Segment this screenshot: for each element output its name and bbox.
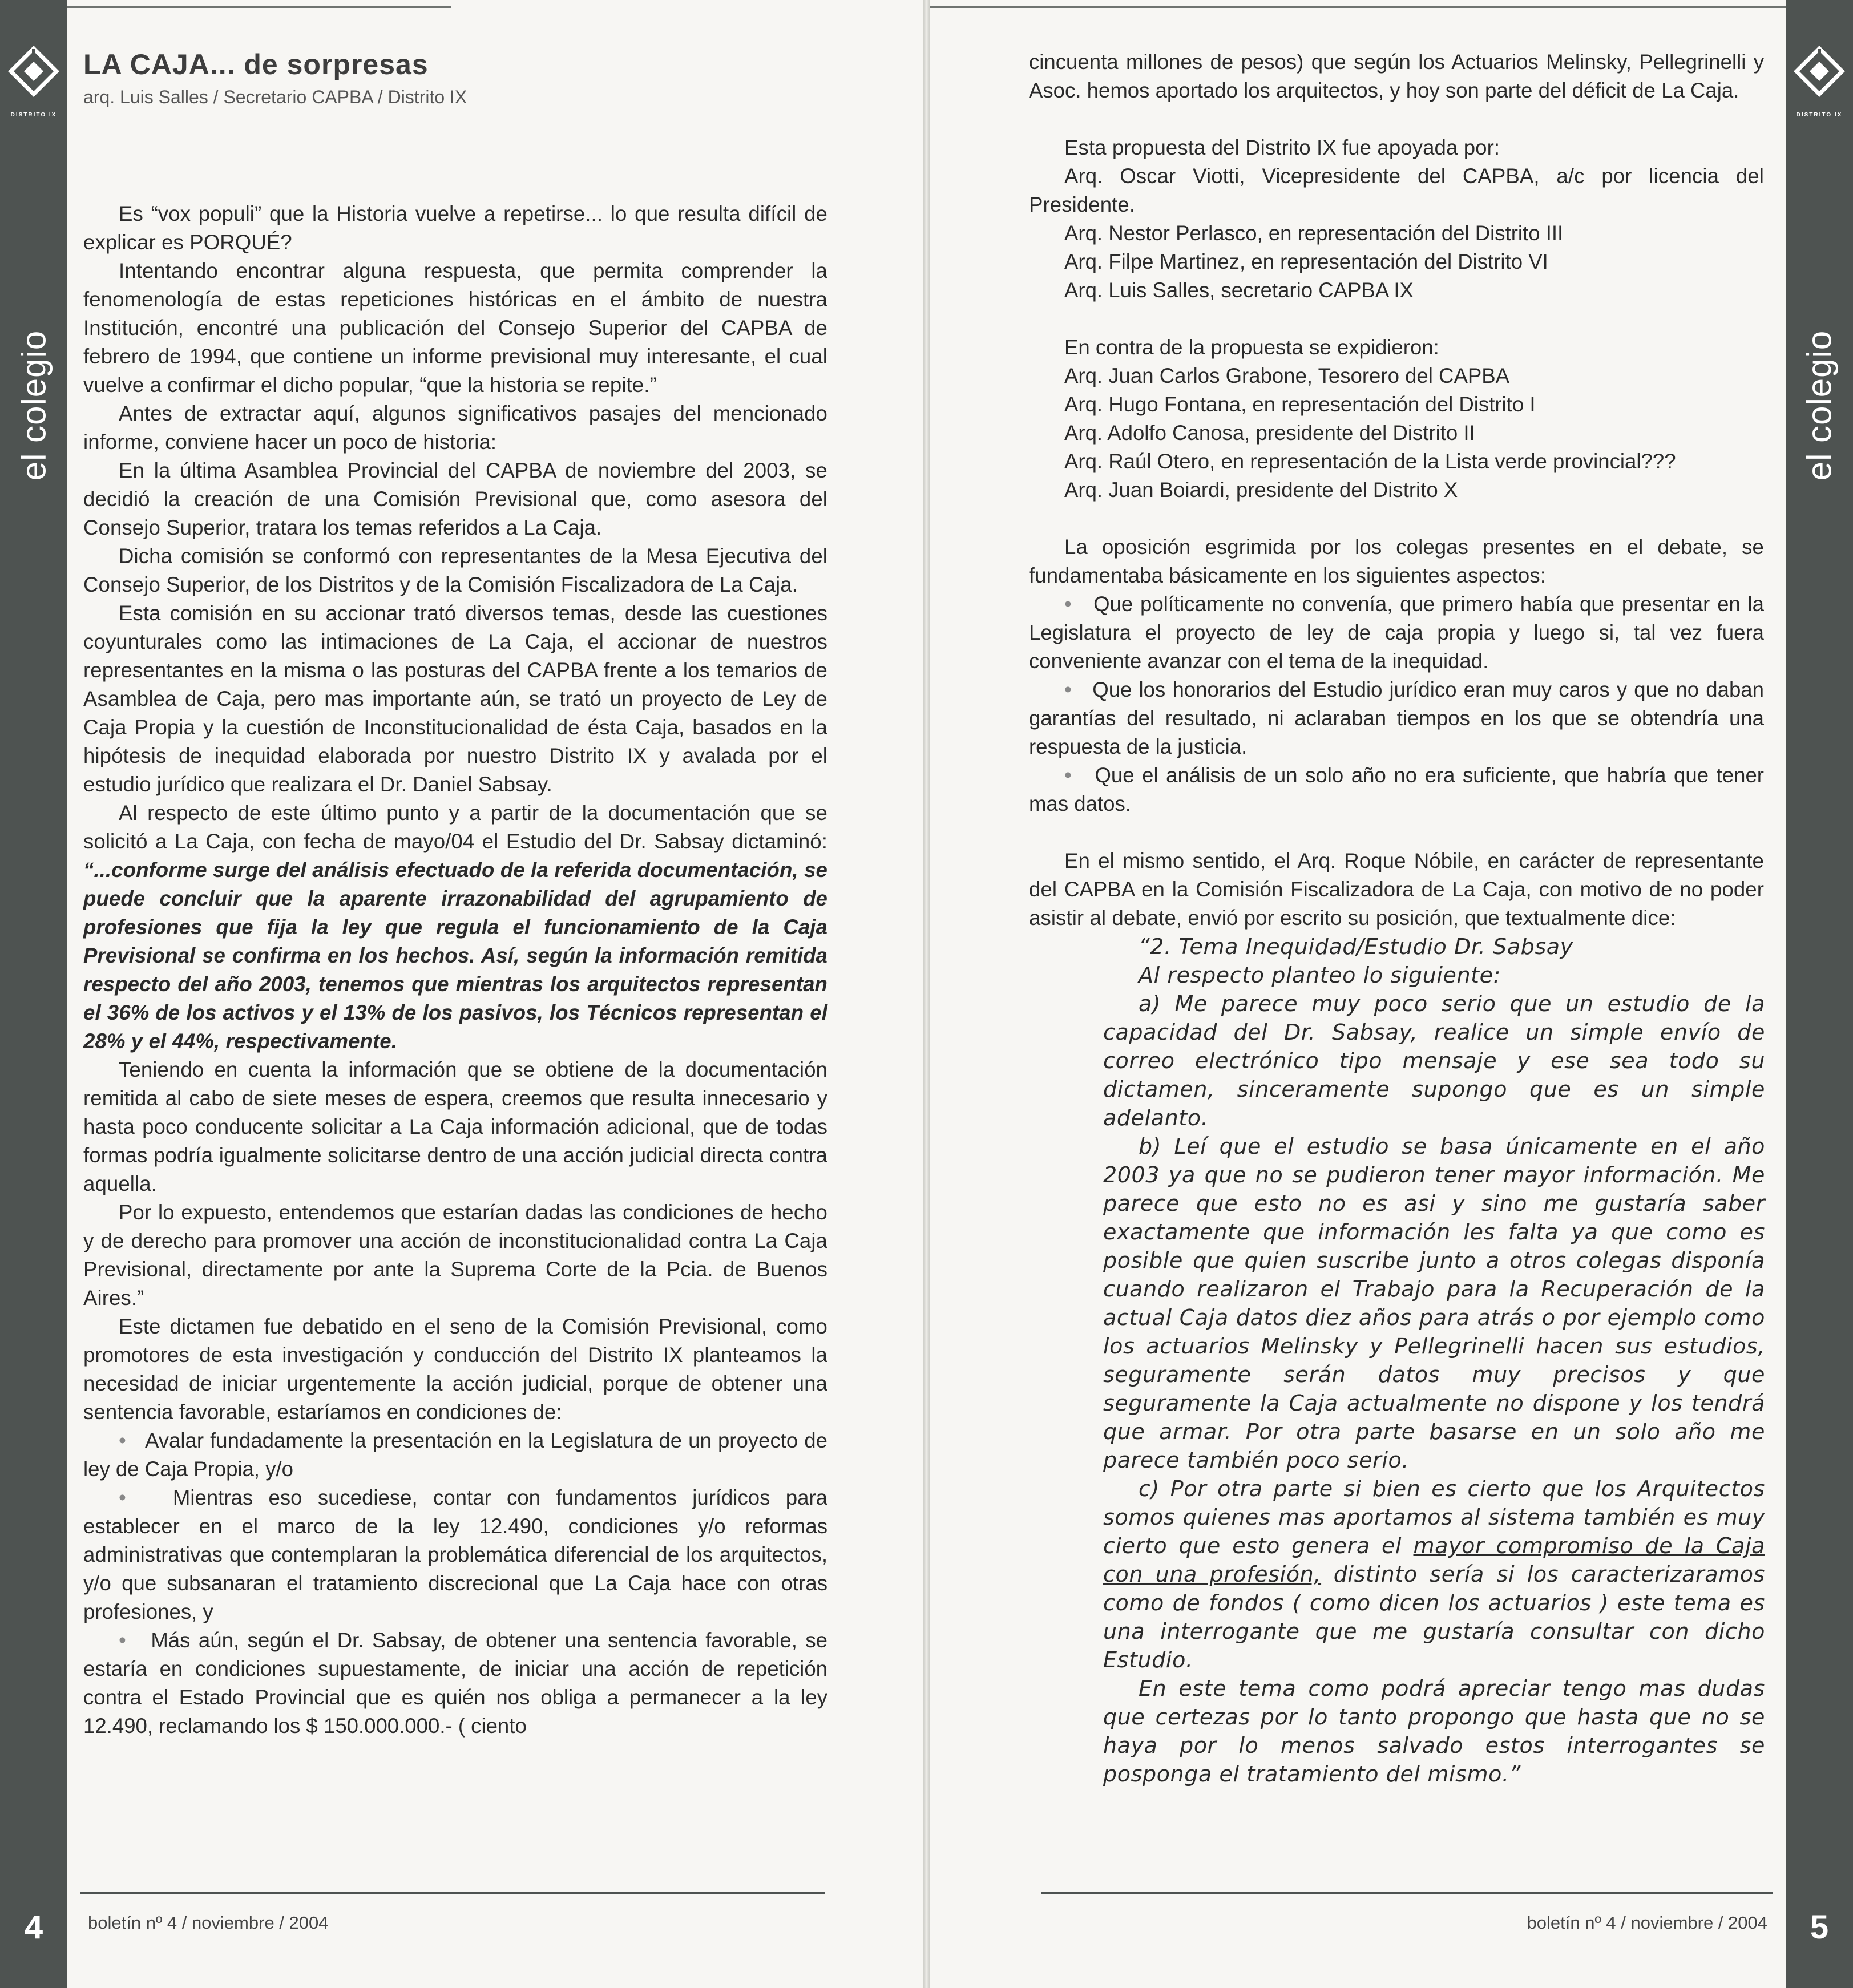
section-label: el colegio [14, 330, 53, 480]
article-byline: arq. Luis Salles / Secretario CAPBA / Distrito IX [83, 87, 467, 107]
bullet-item: • Más aún, según el Dr. Sabsay, de obtener una sentencia favorable, se estaría en condiciones supuestamente, de iniciar una acción de repetición contra el Estado Provincial que es quién nos obliga a permanecer a la ley 12.490, reclamando los $ 150.000.000.- ( ciento [83, 1629, 827, 1738]
right-page [930, 0, 1853, 1988]
support-item: Arq. Oscar Viotti, Vicepresidente del CAPBA, a/c por licencia del Presidente. [1029, 164, 1764, 216]
bullet-icon: • [1064, 763, 1072, 787]
bullet-icon: • [1064, 678, 1072, 701]
nobile-quote [1103, 932, 1765, 1788]
article-title: LA CAJA... de sorpresas [83, 49, 429, 80]
logo-text: DISTRITO IX [10, 112, 57, 118]
against-item: Arq. Hugo Fontana, en representación del Distrito I [1064, 393, 1536, 416]
paragraph: Teniendo en cuenta la información que se obtiene de la documentación remitida al cabo de siete meses de espera, creemos que resulta innecesario y hasta poco conducente solicitar a La Caja información adicional, que de todas formas podría igualmente solicitarse dentro de una acción judicial directa contra aquella. [83, 1058, 827, 1195]
against-item: Arq. Juan Boiardi, presidente del Distrito X [1064, 478, 1458, 502]
paragraph: En el mismo sentido, el Arq. Roque Nóbile, en carácter de representante del CAPBA en la Comisión Fiscalizadora de La Caja, con motivo de no poder asistir al debate, envió por escrito su posición, que textualmente dice: [1029, 849, 1764, 930]
quote-intro: Al respecto planteo lo siguiente: [1139, 963, 1501, 988]
book-spine [923, 0, 930, 1988]
support-intro: Esta propuesta del Distrito IX fue apoyada por: [1064, 136, 1500, 159]
paragraph: Este dictamen fue debatido en el seno de la Comisión Previsional, como promotores de esta investigación y conducción del Distrito IX planteamos la necesidad de iniciar urgentemente la acción judicial, porque de obtener una sentencia favorable, estaríamos en condiciones de: [83, 1315, 827, 1424]
quote-intro: Al respecto de este último punto y a partir de la documentación que se solicitó a La Caja, con fecha de mayo/04 el Estudio del Dr. Sabsay dictaminó: [83, 801, 827, 853]
against-item: Arq. Raúl Otero, en representación de la Lista verde provincial??? [1064, 450, 1676, 473]
bullet-icon: • [119, 1429, 126, 1452]
paragraph: cincuenta millones de pesos) que según los Actuarios Melinsky, Pellegrinelli y Asoc. hemos aportado los arquitectos, y hoy son parte del déficit de La Caja. [1029, 50, 1764, 102]
paragraph: Esta comisión en su accionar trató diversos temas, desde las cuestiones coyunturales como las intimaciones de La Caja, el accionar de nuestros representantes en la misma o las posturas del CAPBA frente a los temarios de Asamblea de Caja, pero mas importante aún, se trató un proyecto de Ley de Caja Propia y la cuestión de Inconstitucionalidad de ésta Caja, basados en la hipótesis de inequidad elaborada por nuestro Distrito IX y avalada por el estudio jurídico que realizara el Dr. Daniel Sabsay. [83, 601, 827, 796]
right-column [1029, 48, 1764, 1788]
bullet-icon: • [1064, 592, 1072, 616]
paragraph: Intentando encontrar alguna respuesta, que permita comprender la fenomenología de estas repeticiones históricas en el ámbito de nuestra Institución, encontré una publicación del Consejo Superior del CAPBA de febrero de 1994, que contiene un informe previsional muy interesante, el cual vuelve a confirmar el dicho popular, “que la historia se repite.” [83, 259, 827, 397]
logo-text: DISTRITO IX [1796, 112, 1843, 118]
support-item: Arq. Nestor Perlasco, en representación del Distrito III [1064, 221, 1564, 245]
paragraph: En la última Asamblea Provincial del CAPBA de noviembre del 2003, se decidió la creación de una Comisión Previsional que, como asesora del Consejo Superior, tratara los temas referidos a La Caja. [83, 459, 827, 539]
paragraph: La oposición esgrimida por los colegas presentes en el debate, se fundamentaba básicamente en los siguientes aspectos: [1029, 535, 1764, 587]
quote-closing: En este tema como podrá apreciar tengo mas dudas que certezas por lo tanto propongo que hasta que no se haya por lo menos salvado estos interrogantes se posponga el tratamiento del mismo.” [1103, 1676, 1765, 1787]
support-item: Arq. Filpe Martinez, en representación del Distrito VI [1064, 250, 1548, 273]
top-rule [930, 6, 1797, 8]
paragraph-with-quote [83, 799, 827, 1056]
top-rule [0, 6, 451, 8]
against-item: Arq. Adolfo Canosa, presidente del Distrito II [1064, 421, 1475, 445]
quote-item-b: b) Leí que el estudio se basa únicamente en el año 2003 ya que no se pudieron tener mayor información. Me parece que esto no es asi y sino me gustaría saber exactamente que información les falta ya que como es posible que quien suscribe junto a otros colegas disponía cuando realizaron el Trabajo para la Recuperación de la actual Caja datos diez años para atrás o por ejemplo como los actuarios Melinsky y Pellegrinelli hacen sus estudios, seguramente serán datos muy precisos y que seguramente la Caja actualmente no dispone y los tendrá que armar. Por otra parte basarse en un solo año me parece también poco serio. [1103, 1134, 1765, 1473]
bullet-item: • Que los honorarios del Estudio jurídico eran muy caros y que no daban garantías del resultado, ni aclaraban tiempos en los que se obtendría una respuesta de la justicia. [1029, 678, 1764, 758]
against-item: Arq. Juan Carlos Grabone, Tesorero del CAPBA [1064, 364, 1510, 387]
section-label: el colegio [1800, 330, 1839, 480]
bullet-icon: • [119, 1486, 126, 1509]
right-sidebar [1786, 0, 1853, 1988]
sabsay-quote: “...conforme surge del análisis efectuado de la referida documentación, se puede concluir que la aparente irrazonabilidad del agrupamiento de profesiones que fija la ley que regula el funcionamiento de la Caja Previsional se confirma en los hechos. Así, según la información remitida respecto del año 2003, tenemos que mientras los arquitectos representan el 36% de los activos y el 13% de los pasivos, los Técnicos representan el 28% y el 44%, respectivamente. [83, 858, 827, 1053]
page-number: 5 [1810, 1909, 1829, 1946]
footer-text: boletín nº 4 / noviembre / 2004 [1527, 1913, 1767, 1933]
footer-rule [1041, 1892, 1773, 1894]
paragraph: Dicha comisión se conformó con representantes de la Mesa Ejecutiva del Consejo Superior, de los Distritos y de la Comisión Fiscalizadora de La Caja. [83, 544, 827, 596]
footer-text: boletín nº 4 / noviembre / 2004 [88, 1913, 329, 1933]
paragraph: Es “vox populi” que la Historia vuelve a repetirse... lo que resulta difícil de explicar es PORQUÉ? [83, 202, 827, 254]
distrito-logo-icon [8, 46, 59, 120]
underlined-phrase: mayor compromiso de la Caja con una profesión, [1103, 1533, 1765, 1587]
quote-item-c: c) Por otra parte si bien es cierto que los Arquitectos somos quienes mas aportamos al sistema también es muy cierto que esto genera el mayor compromiso de la Caja con una profesión, distinto sería si los caracterizaramos como de fondos ( como dicen los actuarios ) este tema es una interrogante que me gustaría consultar con dicho Estudio. [1103, 1476, 1766, 1672]
quote-title: “2. Tema Inequidad/Estudio Dr. Sabsay [1139, 934, 1573, 959]
left-sidebar [0, 0, 67, 1988]
left-column [83, 200, 827, 1740]
quote-item-a: a) Me parece muy poco serio que un estudio de la capacidad del Dr. Sabsay, realice un simple envío de correo electrónico tipo mensaje y ese sea todo su dictamen, sinceramente supongo que es un simple adelanto. [1103, 991, 1765, 1130]
page-number: 4 [24, 1909, 43, 1946]
against-intro: En contra de la propuesta se expidieron: [1064, 336, 1439, 359]
bullet-item: • Que el análisis de un solo año no era suficiente, que habría que tener mas datos. [1029, 763, 1764, 815]
left-page [0, 0, 923, 1988]
paragraph: Por lo expuesto, entendemos que estarían dadas las condiciones de hecho y de derecho para promover una acción de inconstitucionalidad contra La Caja Previsional, directamente por ante la Suprema Corte de la Pcia. de Buenos Aires.” [83, 1201, 827, 1310]
bullet-item: • Mientras eso sucediese, contar con fundamentos jurídicos para establecer en el marco de la ley 12.490, condiciones y/o reformas administrativas que contemplaran la problemática diferencial de los arquitectos, y/o que subsanaran el tratamiento discrecional que La Caja hace con otras profesiones, y [83, 1486, 827, 1623]
bullet-item: • Avalar fundadamente la presentación en la Legislatura de un proyecto de ley de Caja Propia, y/o [83, 1429, 827, 1481]
footer-rule [80, 1892, 825, 1894]
distrito-logo-icon [1794, 46, 1845, 120]
bullet-icon: • [119, 1629, 126, 1652]
bullet-item: • Que políticamente no convenía, que primero había que presentar en la Legislatura el proyecto de ley de caja propia y luego si, tal vez fuera conveniente avanzar con el tema de la inequidad. [1029, 592, 1764, 673]
support-item: Arq. Luis Salles, secretario CAPBA IX [1064, 278, 1414, 302]
paragraph: Antes de extractar aquí, algunos significativos pasajes del mencionado informe, conviene hacer un poco de historia: [83, 402, 827, 454]
